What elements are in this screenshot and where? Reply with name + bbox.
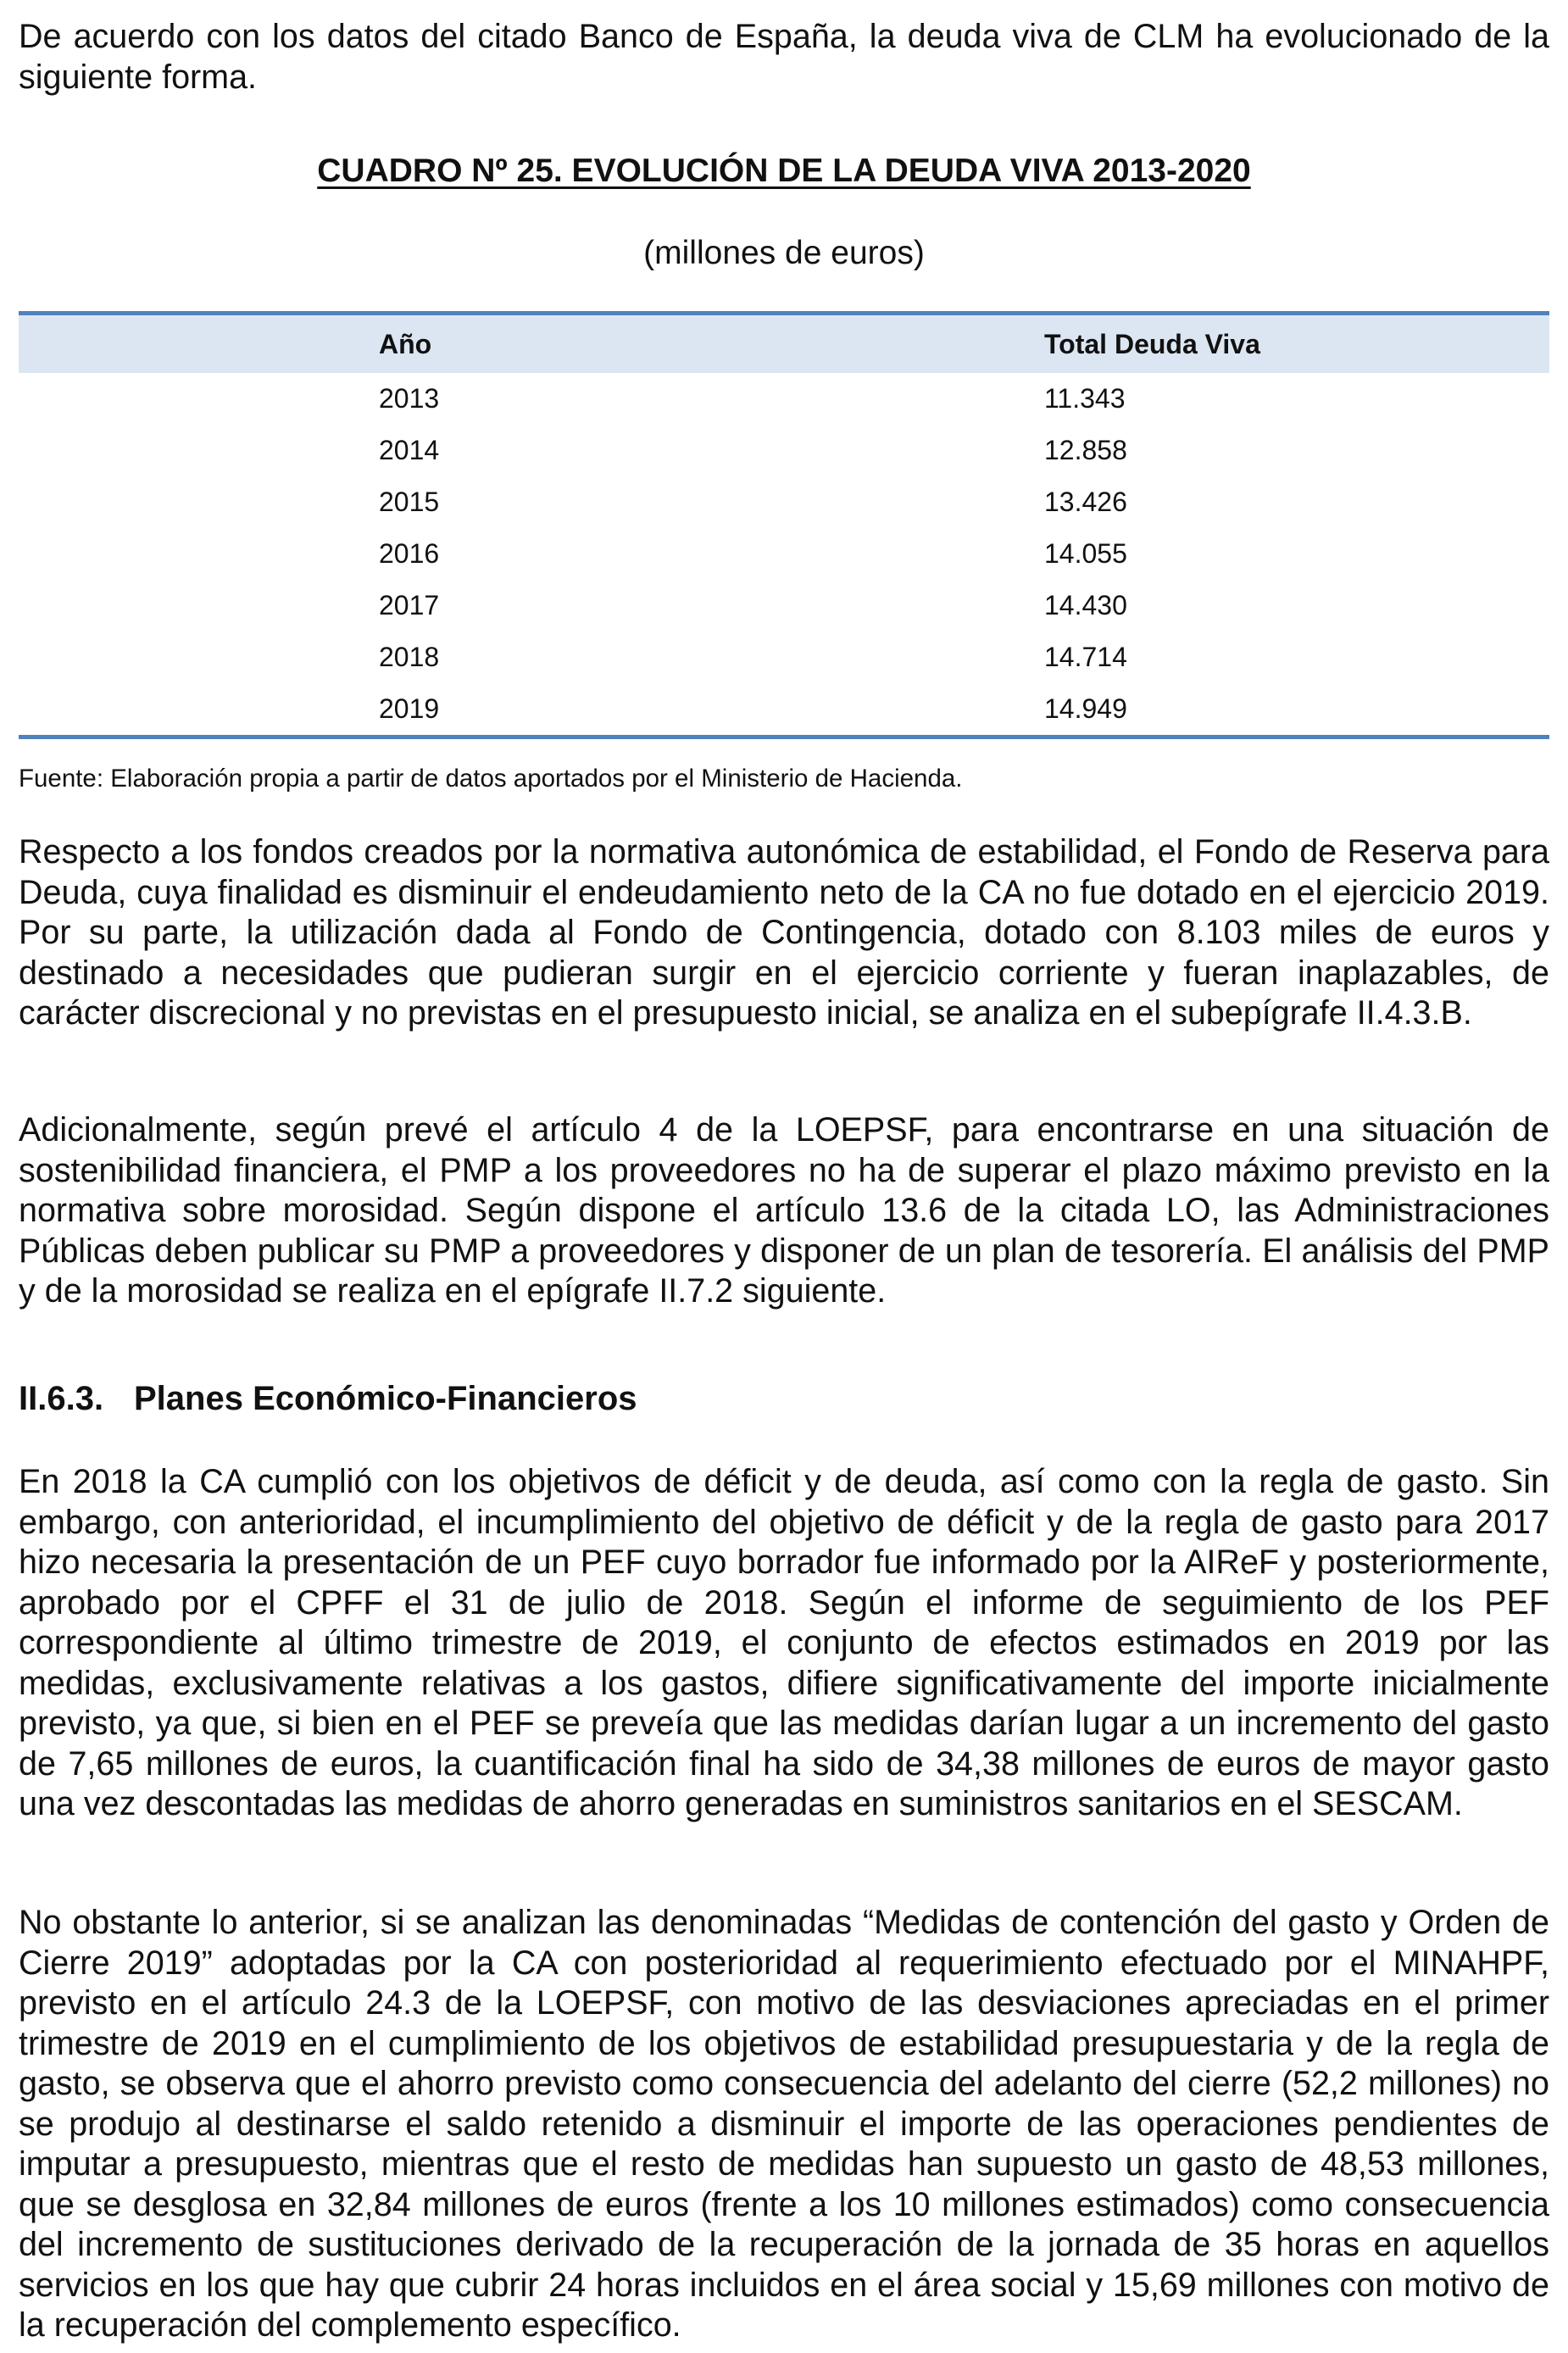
table-row xyxy=(19,528,1549,580)
table-source-note: Fuente: Elaboración propia a partir de datos aportados por el Ministerio de Hacienda. xyxy=(19,765,963,793)
paragraph-funds: Respecto a los fondos creados por la normativa autonómica de estabilidad, el Fondo de Reserva para Deuda, cuya finalidad es disminuir el endeudamiento neto de la CA no fue dotado en el ejercicio 2019. Por su parte, la utilización dada al Fondo de Contingencia, dotado con 8.103 miles de euros y destinado a necesidades que pudieran surgir en el ejercicio corriente y fueran inaplazables, de carácter discrecional y no previstas en el presupuesto inicial, se analiza en el subepígrafe II.4.3.B. xyxy=(19,833,1549,1032)
table-title xyxy=(19,153,1549,190)
table-row xyxy=(19,373,1549,425)
table-header-row xyxy=(19,314,1549,374)
paragraph-pef: En 2018 la CA cumplió con los objetivos de déficit y de deuda, así como con la regla de gasto. Sin embargo, con anterioridad, el incumplimiento del objetivo de déficit y de la regla de gasto para 2017 hizo necesaria la presentación de un PEF cuyo borrador fue informado por la AIReF y posteriormente, aprobado por el CPFF el 31 de julio de 2018. Según el informe de seguimiento de los PEF correspondiente al último trimestre de 2019, el conjunto de efectos estimados en 2019 por las medidas, exclusivamente relativas a los gastos, difiere significativamente del importe inicialmente previsto, ya que, si bien en el PEF se preveía que las medidas darían lugar a un incremento del gasto de 7,65 millones de euros, la cuantificación final ha sido de 34,38 millones de euros de mayor gasto una vez descontadas las medidas de ahorro generadas en suministros sanitarios en el SESCAM. xyxy=(19,1463,1549,1822)
cell-total-debt: 11.343 xyxy=(1044,383,1126,414)
cell-total-debt: 12.858 xyxy=(1044,435,1127,465)
cell-year: 2016 xyxy=(379,538,440,569)
cell-total-debt: 13.426 xyxy=(1044,487,1127,517)
cell-year: 2015 xyxy=(379,487,440,517)
debt-table xyxy=(19,311,1549,739)
cell-year: 2013 xyxy=(379,383,440,414)
cell-year: 2017 xyxy=(379,590,440,620)
table-title-text: CUADRO Nº 25. EVOLUCIÓN DE LA DEUDA VIVA 2013-2020 xyxy=(317,153,1251,189)
cell-year: 2014 xyxy=(379,435,440,465)
table-subtitle: (millones de euros) xyxy=(643,235,925,271)
intro-paragraph: De acuerdo con los datos del citado Banco de España, la deuda viva de CLM ha evolucionado de la siguiente forma. xyxy=(19,18,1549,96)
table-row xyxy=(19,631,1549,683)
cell-total-debt: 14.949 xyxy=(817,683,1549,737)
table-row xyxy=(19,425,1549,476)
table-row xyxy=(19,683,1549,737)
section-heading xyxy=(19,1380,637,1418)
cell-year: 2018 xyxy=(379,642,440,672)
paragraph-measures: No obstante lo anterior, si se analizan las denominadas “Medidas de contención del gasto y Orden de Cierre 2019” adoptadas por la CA con posterioridad al requerimiento efectuado por el MINAHPF, previsto en el artículo 24.3 de la LOEPSF, con motivo de las desviaciones apreciadas en el primer trimestre de 2019 en el cumplimiento de los objetivos de estabilidad presupuestaria y de la regla de gasto, se observa que el ahorro previsto como consecuencia del adelanto del cierre (52,2 millones) no se produjo al destinarse el saldo retenido a disminuir el importe de las operaciones pendientes de imputar a presupuesto, mientras que el resto de medidas han supuesto un gasto de 48,53 millones, que se desglosa en 32,84 millones de euros (frente a los 10 millones estimados) como consecuencia del incremento de sustituciones derivado de la recuperación de la jornada de 35 horas en aquellos servicios en los que hay que cubrir 24 horas incluidos en el área social y 15,69 millones con motivo de la recuperación del complemento específico. xyxy=(19,1904,1549,2344)
cell-total-debt: 14.055 xyxy=(1044,538,1127,569)
table-row xyxy=(19,580,1549,631)
cell-total-debt: 14.714 xyxy=(1044,642,1127,672)
cell-total-debt: 14.430 xyxy=(1044,590,1127,620)
section-number: II.6.3. xyxy=(19,1380,104,1417)
section-title: Planes Económico-Financieros xyxy=(134,1380,637,1417)
cell-year: 2019 xyxy=(19,683,817,737)
header-year: Año xyxy=(19,314,817,374)
header-total-debt: Total Deuda Viva xyxy=(817,314,1549,374)
table-row xyxy=(19,476,1549,528)
paragraph-pmp: Adicionalmente, según prevé el artículo 4 de la LOEPSF, para encontrarse en una situación de sostenibilidad financiera, el PMP a los proveedores no ha de superar el plazo máximo previsto en la normativa sobre morosidad. Según dispone el artículo 13.6 de la citada LO, las Administraciones Públicas deben publicar su PMP a proveedores y disponer de un plan de tesorería. El análisis del PMP y de la morosidad se realiza en el epígrafe II.7.2 siguiente. xyxy=(19,1111,1549,1310)
